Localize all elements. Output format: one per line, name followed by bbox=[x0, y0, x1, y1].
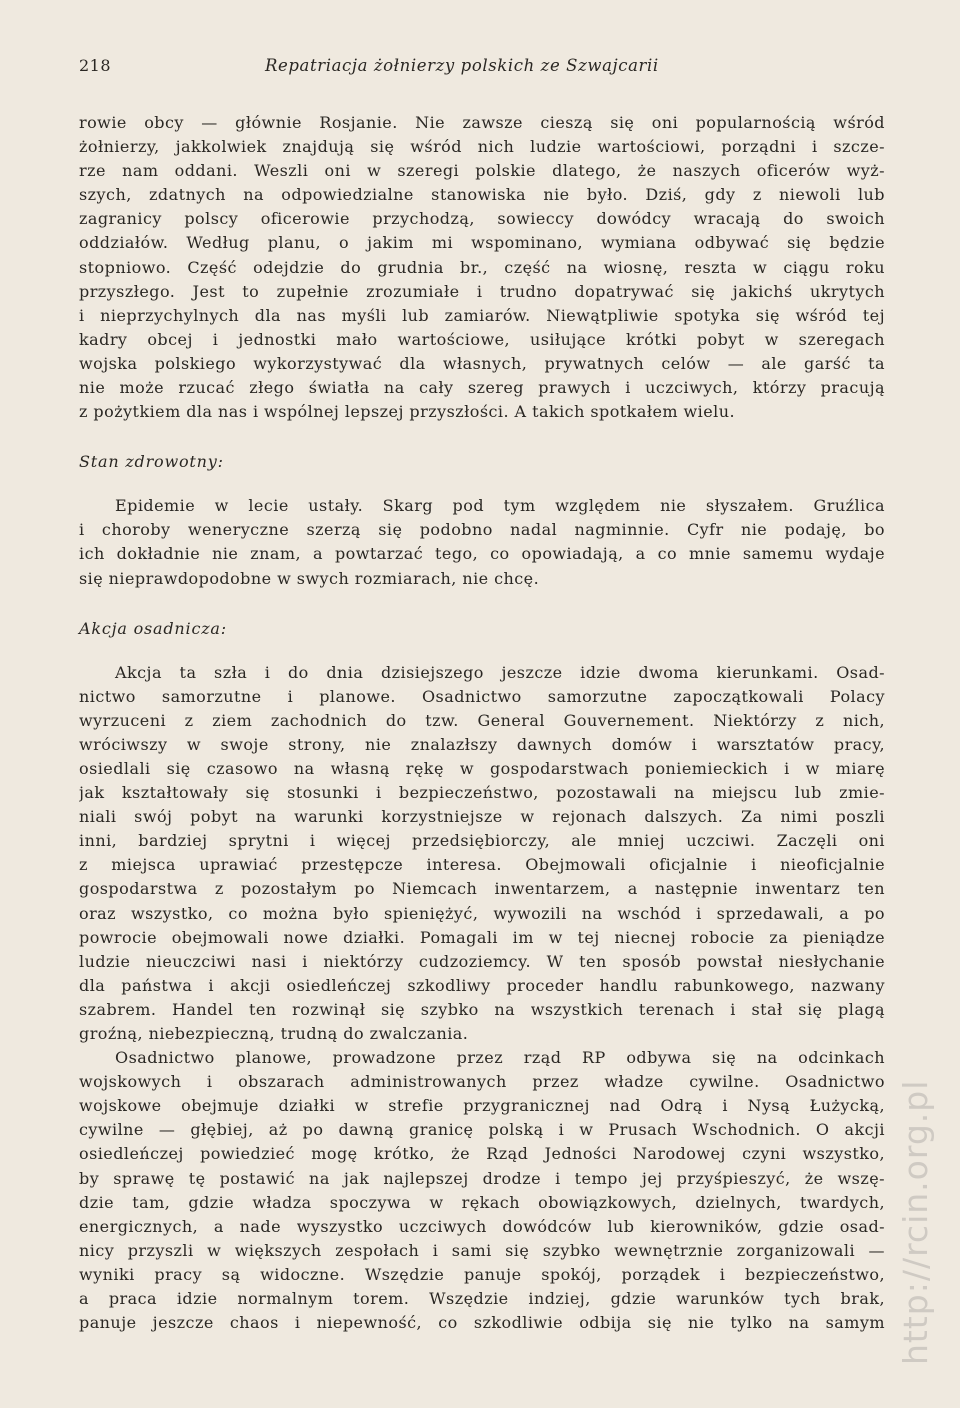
text-line: wyrzuceni z ziem zachodnich do tzw. General Gouvernement. Niektórzy z nich, bbox=[79, 710, 885, 730]
text-line: wojskowe obejmuje działki w strefie przygranicznej nad Odrą i Nysą Łużycką, bbox=[79, 1096, 885, 1116]
text-line: jak kształtowały się stosunki i bezpieczeństwo, pozostawali na miejscu lub zmie- bbox=[79, 783, 885, 803]
paragraph-health bbox=[79, 494, 885, 590]
section-heading-health: Stan zdrowotny: bbox=[79, 452, 224, 472]
text-line: zagranicy polscy oficerowie przychodzą, sowieccy dowódcy wracają do swoich bbox=[79, 209, 885, 229]
text-line: niali swój pobyt na warunki korzystniejsze w rejonach dalszych. Za nimi poszli bbox=[79, 807, 885, 827]
text-line: kadry obcej i jednostki mało wartościowe, usiłujące krótki pobyt w szeregach bbox=[79, 329, 885, 349]
text-line: dla państwa i akcji osiedleńczej szkodliwy proceder handlu rabunkowego, nazwany bbox=[79, 975, 885, 995]
text-line: przyszłego. Jest to zupełnie zrozumiałe i trudno dopatrywać się jakichś ukrytych bbox=[79, 281, 885, 301]
text-line: Osadnictwo planowe, prowadzone przez rząd RP odbywa się na odcinkach bbox=[115, 1048, 885, 1068]
text-line: gospodarstwa z pozostałym po Niemcach inwentarzem, a następnie inwentarz ten bbox=[79, 879, 885, 899]
text-line: ich dokładnie nie znam, a powtarzać tego, co opowiadają, a co mnie samemu wydaje bbox=[79, 544, 885, 564]
text-line: Epidemie w lecie ustały. Skarg pod tym względem nie słyszałem. Gruźlica bbox=[115, 496, 885, 516]
page-body bbox=[79, 111, 885, 1335]
text-line: nie może rzucać złego światła na cały szereg prawych i uczciwych, którzy pracują bbox=[79, 378, 885, 398]
page-number: 218 bbox=[79, 56, 112, 75]
text-line: wojska polskiego wykorzystywać dla własnych, prywatnych celów — ale garść ta bbox=[79, 353, 885, 373]
paragraph-settlement-planned bbox=[79, 1046, 885, 1335]
text-line: i nieprzychylnych dla nas myśli lub zamiarów. Niewątpliwie spotyka się wśród tej bbox=[79, 305, 885, 325]
text-line: cywilne — głębiej, aż po dawną granicę polską i w Prusach Wschodnich. O akcji bbox=[79, 1120, 885, 1140]
text-line: osiedleńczej powiedzieć mogę krótko, że Rząd Jedności Narodowej czyni wszystko, bbox=[79, 1144, 885, 1164]
text-line: nicy przyszli w większych zespołach i sami się szybko wewnętrznie zorganizowali — bbox=[79, 1240, 885, 1260]
paragraph-intro bbox=[79, 111, 885, 424]
text-line: osiedlali się czasowo na własną rękę w gospodarstwach poniemieckich i w miarę bbox=[79, 758, 885, 778]
text-line: rowie obcy — głównie Rosjanie. Nie zawsze cieszą się oni popularnością wśród bbox=[79, 113, 885, 132]
text-line: stopniowo. Część odejdzie do grudnia br., część na wiosnę, reszta w ciągu roku bbox=[79, 257, 885, 277]
text-line: dzie tam, gdzie władza spoczywa w rękach obowiązkowych, dzielnych, twardych, bbox=[79, 1192, 885, 1212]
paragraph-settlement-spontaneous bbox=[79, 661, 885, 1047]
text-line: żołnierzy, jakkolwiek znajdują się wśród nich ludzie wartościowi, porządni i szcze- bbox=[79, 137, 885, 157]
text-line: z miejsca uprawiać przestępcze interesa. Obejmowali oficjalnie i nieoficjalnie bbox=[79, 855, 885, 875]
text-line: i choroby weneryczne szerzą się podobno nadal nagminnie. Cyfr nie podaję, bo bbox=[79, 520, 885, 540]
text-line: ludzie nieuczciwi nasi i niektórzy cudzoziemcy. W ten sposób powstał niesłychanie bbox=[79, 951, 885, 971]
text-line: panuje jeszcze chaos i niepewność, co szkodliwie odbija się nie tylko na samym bbox=[79, 1313, 885, 1333]
text-line: nictwo samorzutne i planowe. Osadnictwo samorzutne zapoczątkowali Polacy bbox=[79, 686, 885, 706]
text-line: energicznych, a nade wyszystko uczciwych dowódców lub kierowników, gdzie osad- bbox=[79, 1216, 885, 1236]
text-line: groźną, niebezpieczną, trudną do zwalczania. bbox=[79, 1024, 469, 1043]
text-line: się nieprawdopodobne w swych rozmiarach, nie chcę. bbox=[79, 568, 540, 588]
running-title: Repatriacja żołnierzy polskich ze Szwajcarii bbox=[265, 56, 659, 75]
text-line: powrocie obejmowali nowe działki. Pomagali im w tej niecnej robocie za pieniądze bbox=[79, 927, 885, 947]
text-line: wojskowych i obszarach administrowanych przez władze cywilne. Osadnictwo bbox=[79, 1072, 885, 1092]
text-line: by sprawę tę postawić na jak najlepszej drodze i tempo jej przyśpieszyć, że wszę- bbox=[79, 1168, 885, 1188]
text-line: oraz wszystko, co można było spieniężyć, wywozili na wschód i sprzedawali, a po bbox=[79, 903, 885, 923]
text-line: z pożytkiem dla nas i wspólnej lepszej przyszłości. A takich spotkałem wielu. bbox=[79, 402, 736, 422]
text-line: wyniki pracy są widoczne. Wszędzie panuje spokój, porządek i bezpieczeństwo, bbox=[79, 1264, 885, 1284]
text-line: inni, bardziej sprytni i więcej przedsiębiorczy, ale mniej uczciwi. Zaczęli oni bbox=[79, 831, 885, 851]
text-line: Akcja ta szła i do dnia dzisiejszego jeszcze idzie dwoma kierunkami. Osad- bbox=[115, 662, 885, 682]
page-header bbox=[79, 56, 885, 82]
text-line: oddziałów. Według planu, o jakim mi wspominano, wymiana odbywać się będzie bbox=[79, 233, 885, 253]
source-watermark: http://rcin.org.pl bbox=[896, 1079, 935, 1365]
text-line: a praca idzie normalnym torem. Wszędzie indziej, gdzie warunków tych brak, bbox=[79, 1289, 885, 1309]
text-line: szabrem. Handel ten rozwinął się szybko na wszystkich terenach i stał się plagą bbox=[79, 999, 885, 1019]
text-line: wróciwszy w swoje strony, nie znalazłszy dawnych domów i warsztatów pracy, bbox=[79, 734, 885, 754]
text-line: szych, zdatnych na odpowiedzialne stanowiska nie było. Dziś, gdy z niewoli lub bbox=[79, 185, 885, 205]
section-heading-settlement: Akcja osadnicza: bbox=[79, 618, 227, 638]
text-line: rze nam oddani. Weszli oni w szeregi polskie dlatego, że naszych oficerów wyż- bbox=[79, 161, 885, 181]
